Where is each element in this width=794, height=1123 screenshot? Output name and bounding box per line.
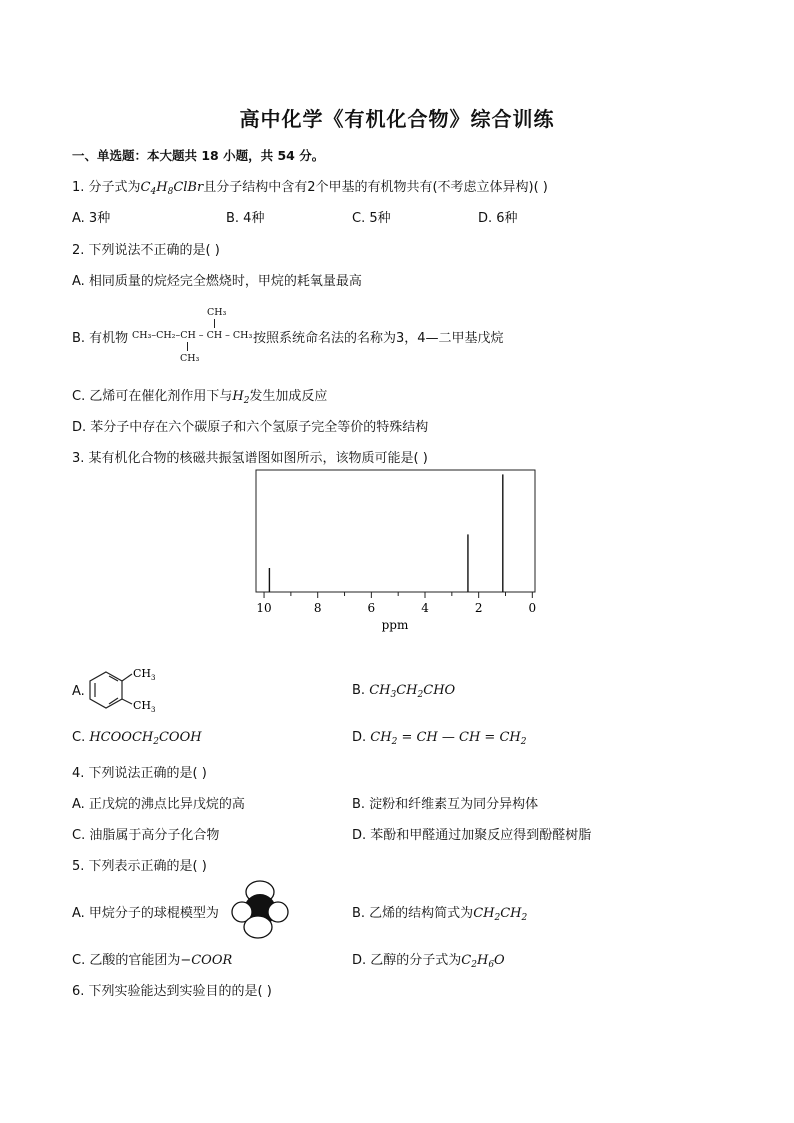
x-tick-label-6: 6 xyxy=(367,601,376,615)
q5-option-c: C. 乙酸的官能团为−COOR xyxy=(72,953,233,968)
question-3-stem: 3. 某有机化合物的核磁共振氢谱图如图所示，该物质可能是( ) xyxy=(72,451,428,466)
x-tick-label-0: 0 xyxy=(528,601,537,615)
question-4-stem: 4. 下列说法正确的是( ) xyxy=(72,766,207,781)
q3-option-d: D. $CH_2$ = CH — CH = $CH_2$ xyxy=(352,730,527,747)
q2-struct-main-chain: CH₃–CH₂–CH – CH – CH₃ xyxy=(132,330,253,341)
q3-option-a-label: A. xyxy=(72,684,85,699)
q4-option-d: D. 苯酚和甲醛通过加聚反应得到酚醛树脂 xyxy=(352,828,592,843)
methane-space-filling-model xyxy=(228,878,292,940)
q2-struct-bond-bottom xyxy=(187,342,188,351)
q2-struct-bottom-methyl: CH₃ xyxy=(180,353,200,364)
section-heading: 一、单选题：本大题共 18 小题，共 54 分。 xyxy=(72,148,325,163)
q5-option-b: B. 乙烯的结构简式为$CH_2CH_2$ xyxy=(352,906,528,923)
q3-option-b: B. $CH_3CH_2CHO$ xyxy=(352,683,456,700)
x-tick-label-4: 4 xyxy=(421,601,429,615)
question-5-stem: 5. 下列表示正确的是( ) xyxy=(72,859,207,874)
question-6-stem: 6. 下列实验能达到实验目的的是( ) xyxy=(72,984,272,999)
q3-option-c: C. $HCOOCH_2COOH$ xyxy=(72,730,202,747)
x-tick-label-10: 10 xyxy=(256,601,272,615)
x-tick-label-8: 8 xyxy=(313,601,322,615)
q1-option-a: A. 3种 xyxy=(72,211,111,226)
q1-option-c: C. 5种 xyxy=(352,211,391,226)
chart-frame xyxy=(256,470,535,592)
q4-option-a: A. 正戊烷的沸点比异戊烷的高 xyxy=(72,797,245,812)
q4-option-b: B. 淀粉和纤维素互为同分异构体 xyxy=(352,797,539,812)
q2-struct-top-methyl: CH₃ xyxy=(207,307,227,318)
methyl-label-2: $CH_3$ xyxy=(133,699,156,714)
q1-option-b: B. 4种 xyxy=(226,211,265,226)
q4-option-c: C. 油脂属于高分子化合物 xyxy=(72,828,220,843)
q5-option-a: A. 甲烷分子的球棍模型为 xyxy=(72,906,219,921)
x-axis-label: ppm xyxy=(381,618,409,632)
o-xylene-structure xyxy=(82,660,172,715)
document-title: 高中化学《有机化合物》综合训练 xyxy=(239,107,555,131)
q2-option-a: A. 相同质量的烷烃完全燃烧时，甲烷的耗氧量最高 xyxy=(72,274,362,289)
methyl-label-1: $CH_3$ xyxy=(133,667,156,682)
q5-option-d: D. 乙醇的分子式为$C_2H_6O$ xyxy=(352,953,505,970)
question-2-stem: 2. 下列说法不正确的是( ) xyxy=(72,243,220,258)
x-tick-label-2: 2 xyxy=(474,601,483,615)
q2-option-d: D. 苯分子中存在六个碳原子和六个氢原子完全等价的特殊结构 xyxy=(72,420,429,435)
q2-option-c: C. 乙烯可在催化剂作用下与$H_2$发生加成反应 xyxy=(72,389,328,406)
q2-option-b-suffix: 按照系统命名法的名称为3，4—二甲基戊烷 xyxy=(253,331,504,346)
question-1-stem: 1. 分子式为$C_4H_8ClBr$且分子结构中含有2个甲基的有机物共有(不考虑立体异构)( ) xyxy=(72,180,548,197)
q1-option-d: D. 6种 xyxy=(478,211,518,226)
q2-option-b-prefix: B. 有机物 xyxy=(72,331,129,346)
nmr-spectrum-chart xyxy=(240,462,560,642)
q1-formula: $C_4H_8ClBr$ xyxy=(140,180,204,197)
q2-struct-bond-top xyxy=(214,319,215,328)
